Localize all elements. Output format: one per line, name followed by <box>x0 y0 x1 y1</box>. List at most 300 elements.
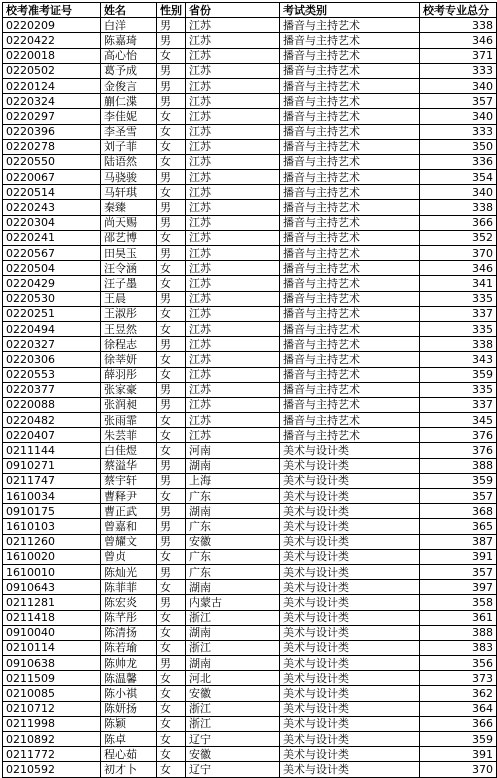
exam-category-cell: 播音与主持艺术 <box>280 18 420 33</box>
header-total-score: 校考专业总分 <box>420 3 497 18</box>
table-row <box>3 139 497 154</box>
table-row <box>3 170 497 185</box>
exam-category-cell: 播音与主持艺术 <box>280 94 420 109</box>
total-score-cell: 340 <box>420 109 497 124</box>
exam-category-cell: 美术与设计类 <box>280 489 420 504</box>
exam-id-cell: 0220018 <box>3 48 101 63</box>
name-cell: 薛羽彤 <box>101 367 157 382</box>
province-cell: 江苏 <box>186 200 280 215</box>
header-name: 姓名 <box>101 3 157 18</box>
exam-id-cell: 0220377 <box>3 382 101 397</box>
gender-cell: 女 <box>157 352 186 367</box>
exam-id-cell: 0910271 <box>3 458 101 473</box>
gender-cell: 女 <box>157 443 186 458</box>
exam-id-cell: 1610034 <box>3 489 101 504</box>
name-cell: 汪子墨 <box>101 276 157 291</box>
name-cell: 邵艺博 <box>101 230 157 245</box>
table-row <box>3 94 497 109</box>
table-row <box>3 48 497 63</box>
exam-id-cell: 1610103 <box>3 519 101 534</box>
gender-cell: 男 <box>157 337 186 352</box>
name-cell: 徐莘妍 <box>101 352 157 367</box>
total-score-cell: 346 <box>420 261 497 276</box>
province-cell: 江苏 <box>186 63 280 78</box>
name-cell: 陈颖 <box>101 716 157 731</box>
province-cell: 江苏 <box>186 261 280 276</box>
total-score-cell: 368 <box>420 504 497 519</box>
exam-category-cell: 播音与主持艺术 <box>280 48 420 63</box>
province-cell: 江苏 <box>186 230 280 245</box>
table-row <box>3 154 497 169</box>
exam-id-cell: 0220243 <box>3 200 101 215</box>
exam-id-cell: 0220482 <box>3 413 101 428</box>
header-gender: 性别 <box>157 3 186 18</box>
exam-id-cell: 0211747 <box>3 473 101 488</box>
name-cell: 陈卓 <box>101 732 157 747</box>
exam-id-cell: 0211509 <box>3 671 101 686</box>
table-row <box>3 716 497 731</box>
gender-cell: 女 <box>157 625 186 640</box>
exam-category-cell: 播音与主持艺术 <box>280 382 420 397</box>
table-row <box>3 215 497 230</box>
table-row <box>3 701 497 716</box>
exam-id-cell: 0910638 <box>3 656 101 671</box>
table-row <box>3 656 497 671</box>
province-cell: 浙江 <box>186 640 280 655</box>
total-score-cell: 333 <box>420 63 497 78</box>
table-row <box>3 78 497 93</box>
table-row <box>3 185 497 200</box>
name-cell: 初才卜 <box>101 762 157 777</box>
gender-cell: 男 <box>157 504 186 519</box>
exam-id-cell: 0210892 <box>3 732 101 747</box>
gender-cell: 女 <box>157 109 186 124</box>
exam-category-cell: 播音与主持艺术 <box>280 261 420 276</box>
exam-id-cell: 0220209 <box>3 18 101 33</box>
province-cell: 河南 <box>186 443 280 458</box>
province-cell: 广东 <box>186 564 280 579</box>
table-row <box>3 686 497 701</box>
exam-id-cell: 0220067 <box>3 170 101 185</box>
exam-category-cell: 播音与主持艺术 <box>280 200 420 215</box>
exam-category-cell: 美术与设计类 <box>280 625 420 640</box>
header-exam-id: 校考准考证号 <box>3 3 101 18</box>
name-cell: 蔡溢华 <box>101 458 157 473</box>
gender-cell: 男 <box>157 215 186 230</box>
province-cell: 江苏 <box>186 246 280 261</box>
exam-id-cell: 0210592 <box>3 762 101 777</box>
total-score-cell: 391 <box>420 747 497 762</box>
exam-id-cell: 0220429 <box>3 276 101 291</box>
header-row <box>3 3 497 18</box>
table-row <box>3 625 497 640</box>
gender-cell: 男 <box>157 63 186 78</box>
total-score-cell: 370 <box>420 246 497 261</box>
gender-cell: 女 <box>157 489 186 504</box>
table-row <box>3 458 497 473</box>
total-score-cell: 337 <box>420 306 497 321</box>
gender-cell: 女 <box>157 732 186 747</box>
table-row <box>3 200 497 215</box>
province-cell: 河北 <box>186 671 280 686</box>
gender-cell: 男 <box>157 595 186 610</box>
exam-id-cell: 0220124 <box>3 78 101 93</box>
table-row <box>3 306 497 321</box>
table-row <box>3 337 497 352</box>
total-score-cell: 356 <box>420 656 497 671</box>
table-row <box>3 63 497 78</box>
province-cell: 辽宁 <box>186 732 280 747</box>
province-cell: 广东 <box>186 519 280 534</box>
exam-id-cell: 0220327 <box>3 337 101 352</box>
province-cell: 浙江 <box>186 716 280 731</box>
total-score-cell: 391 <box>420 549 497 564</box>
province-cell: 江苏 <box>186 109 280 124</box>
name-cell: 李佳妮 <box>101 109 157 124</box>
exam-category-cell: 播音与主持艺术 <box>280 139 420 154</box>
exam-category-cell: 播音与主持艺术 <box>280 63 420 78</box>
exam-category-cell: 美术与设计类 <box>280 504 420 519</box>
total-score-cell: 366 <box>420 215 497 230</box>
name-cell: 陈小祺 <box>101 686 157 701</box>
exam-category-cell: 美术与设计类 <box>280 656 420 671</box>
name-cell: 李圣雪 <box>101 124 157 139</box>
total-score-cell: 397 <box>420 580 497 595</box>
name-cell: 陈嘉琦 <box>101 33 157 48</box>
name-cell: 张雨霏 <box>101 413 157 428</box>
total-score-cell: 337 <box>420 397 497 412</box>
province-cell: 江苏 <box>186 48 280 63</box>
table-row <box>3 549 497 564</box>
gender-cell: 女 <box>157 549 186 564</box>
table-row <box>3 762 497 777</box>
exam-id-cell: 0910175 <box>3 504 101 519</box>
table-row <box>3 321 497 336</box>
exam-id-cell: 1610020 <box>3 549 101 564</box>
province-cell: 江苏 <box>186 367 280 382</box>
province-cell: 江苏 <box>186 185 280 200</box>
exam-category-cell: 美术与设计类 <box>280 443 420 458</box>
province-cell: 江苏 <box>186 306 280 321</box>
total-score-cell: 357 <box>420 564 497 579</box>
exam-id-cell: 0220396 <box>3 124 101 139</box>
gender-cell: 男 <box>157 458 186 473</box>
province-cell: 江苏 <box>186 413 280 428</box>
gender-cell: 女 <box>157 413 186 428</box>
province-cell: 江苏 <box>186 291 280 306</box>
total-score-cell: 357 <box>420 489 497 504</box>
exam-id-cell: 0220241 <box>3 230 101 245</box>
table-row <box>3 291 497 306</box>
province-cell: 安徽 <box>186 747 280 762</box>
table-row <box>3 397 497 412</box>
exam-category-cell: 播音与主持艺术 <box>280 185 420 200</box>
exam-category-cell: 播音与主持艺术 <box>280 291 420 306</box>
gender-cell: 女 <box>157 48 186 63</box>
exam-id-cell: 0220324 <box>3 94 101 109</box>
table-row <box>3 747 497 762</box>
exam-category-cell: 美术与设计类 <box>280 564 420 579</box>
exam-category-cell: 美术与设计类 <box>280 701 420 716</box>
province-cell: 内蒙古 <box>186 595 280 610</box>
gender-cell: 女 <box>157 686 186 701</box>
gender-cell: 男 <box>157 246 186 261</box>
total-score-cell: 365 <box>420 519 497 534</box>
name-cell: 曾耀文 <box>101 534 157 549</box>
name-cell: 陈宏炎 <box>101 595 157 610</box>
name-cell: 徐程志 <box>101 337 157 352</box>
exam-category-cell: 播音与主持艺术 <box>280 306 420 321</box>
exam-id-cell: 0220297 <box>3 109 101 124</box>
exam-category-cell: 播音与主持艺术 <box>280 109 420 124</box>
table-row <box>3 276 497 291</box>
total-score-cell: 336 <box>420 154 497 169</box>
exam-category-cell: 播音与主持艺术 <box>280 246 420 261</box>
exam-category-cell: 美术与设计类 <box>280 458 420 473</box>
name-cell: 尚天赐 <box>101 215 157 230</box>
exam-category-cell: 美术与设计类 <box>280 762 420 777</box>
total-score-cell: 376 <box>420 443 497 458</box>
total-score-cell: 346 <box>420 33 497 48</box>
exam-category-cell: 播音与主持艺术 <box>280 33 420 48</box>
exam-category-cell: 美术与设计类 <box>280 732 420 747</box>
exam-id-cell: 0220494 <box>3 321 101 336</box>
total-score-cell: 335 <box>420 382 497 397</box>
exam-category-cell: 美术与设计类 <box>280 549 420 564</box>
exam-category-cell: 美术与设计类 <box>280 671 420 686</box>
exam-category-cell: 美术与设计类 <box>280 595 420 610</box>
total-score-cell: 340 <box>420 185 497 200</box>
exam-category-cell: 播音与主持艺术 <box>280 337 420 352</box>
table-row <box>3 595 497 610</box>
total-score-cell: 338 <box>420 200 497 215</box>
total-score-cell: 387 <box>420 534 497 549</box>
exam-id-cell: 0211281 <box>3 595 101 610</box>
table-row <box>3 580 497 595</box>
table-row <box>3 33 497 48</box>
province-cell: 江苏 <box>186 321 280 336</box>
gender-cell: 女 <box>157 671 186 686</box>
exam-id-cell: 0210114 <box>3 640 101 655</box>
gender-cell: 女 <box>157 367 186 382</box>
province-cell: 安徽 <box>186 534 280 549</box>
table-row <box>3 671 497 686</box>
province-cell: 江苏 <box>186 215 280 230</box>
name-cell: 曾贞 <box>101 549 157 564</box>
name-cell: 王晨 <box>101 291 157 306</box>
exam-id-cell: 0220251 <box>3 306 101 321</box>
exam-id-cell: 0220088 <box>3 397 101 412</box>
gender-cell: 女 <box>157 580 186 595</box>
table-row <box>3 109 497 124</box>
exam-category-cell: 播音与主持艺术 <box>280 428 420 443</box>
table-row <box>3 352 497 367</box>
province-cell: 江苏 <box>186 124 280 139</box>
province-cell: 江苏 <box>186 382 280 397</box>
name-cell: 曹正武 <box>101 504 157 519</box>
total-score-cell: 370 <box>420 762 497 777</box>
total-score-cell: 364 <box>420 701 497 716</box>
table-row <box>3 230 497 245</box>
name-cell: 蔡宇轩 <box>101 473 157 488</box>
table-row <box>3 382 497 397</box>
total-score-cell: 376 <box>420 428 497 443</box>
table-row <box>3 261 497 276</box>
score-table <box>2 2 497 778</box>
exam-id-cell: 0910643 <box>3 580 101 595</box>
province-cell: 辽宁 <box>186 762 280 777</box>
gender-cell: 女 <box>157 230 186 245</box>
table-row <box>3 640 497 655</box>
province-cell: 江苏 <box>186 428 280 443</box>
name-cell: 马轩琪 <box>101 185 157 200</box>
province-cell: 湖南 <box>186 504 280 519</box>
province-cell: 湖南 <box>186 580 280 595</box>
total-score-cell: 366 <box>420 716 497 731</box>
name-cell: 秦臻 <box>101 200 157 215</box>
gender-cell: 男 <box>157 78 186 93</box>
name-cell: 陆语然 <box>101 154 157 169</box>
gender-cell: 男 <box>157 382 186 397</box>
province-cell: 江苏 <box>186 33 280 48</box>
table-row <box>3 473 497 488</box>
exam-id-cell: 0220504 <box>3 261 101 276</box>
total-score-cell: 338 <box>420 337 497 352</box>
exam-id-cell: 0220502 <box>3 63 101 78</box>
gender-cell: 女 <box>157 139 186 154</box>
exam-id-cell: 0220567 <box>3 246 101 261</box>
exam-id-cell: 0210712 <box>3 701 101 716</box>
gender-cell: 男 <box>157 94 186 109</box>
exam-category-cell: 播音与主持艺术 <box>280 352 420 367</box>
name-cell: 高心怡 <box>101 48 157 63</box>
table-row <box>3 428 497 443</box>
total-score-cell: 358 <box>420 595 497 610</box>
exam-category-cell: 播音与主持艺术 <box>280 124 420 139</box>
province-cell: 江苏 <box>186 170 280 185</box>
total-score-cell: 359 <box>420 732 497 747</box>
exam-category-cell: 播音与主持艺术 <box>280 170 420 185</box>
exam-category-cell: 播音与主持艺术 <box>280 397 420 412</box>
table-row <box>3 413 497 428</box>
total-score-cell: 388 <box>420 458 497 473</box>
name-cell: 曹释尹 <box>101 489 157 504</box>
total-score-cell: 361 <box>420 610 497 625</box>
exam-category-cell: 播音与主持艺术 <box>280 367 420 382</box>
total-score-cell: 335 <box>420 291 497 306</box>
exam-category-cell: 播音与主持艺术 <box>280 413 420 428</box>
name-cell: 金俊言 <box>101 78 157 93</box>
exam-category-cell: 美术与设计类 <box>280 716 420 731</box>
total-score-cell: 373 <box>420 671 497 686</box>
table-row <box>3 610 497 625</box>
gender-cell: 女 <box>157 716 186 731</box>
gender-cell: 女 <box>157 154 186 169</box>
total-score-cell: 354 <box>420 170 497 185</box>
exam-category-cell: 播音与主持艺术 <box>280 321 420 336</box>
gender-cell: 男 <box>157 534 186 549</box>
gender-cell: 女 <box>157 185 186 200</box>
province-cell: 江苏 <box>186 397 280 412</box>
name-cell: 田昊玉 <box>101 246 157 261</box>
gender-cell: 女 <box>157 428 186 443</box>
total-score-cell: 383 <box>420 640 497 655</box>
province-cell: 广东 <box>186 489 280 504</box>
exam-category-cell: 播音与主持艺术 <box>280 276 420 291</box>
name-cell: 王淑彤 <box>101 306 157 321</box>
name-cell: 马骁骏 <box>101 170 157 185</box>
gender-cell: 男 <box>157 656 186 671</box>
header-province: 省份 <box>186 3 280 18</box>
total-score-cell: 359 <box>420 473 497 488</box>
exam-category-cell: 美术与设计类 <box>280 610 420 625</box>
table-row <box>3 124 497 139</box>
name-cell: 葛予成 <box>101 63 157 78</box>
table-row <box>3 443 497 458</box>
exam-id-cell: 0220530 <box>3 291 101 306</box>
exam-id-cell: 0211998 <box>3 716 101 731</box>
gender-cell: 男 <box>157 564 186 579</box>
name-cell: 蒯仁渫 <box>101 94 157 109</box>
name-cell: 王昱然 <box>101 321 157 336</box>
gender-cell: 女 <box>157 261 186 276</box>
total-score-cell: 343 <box>420 352 497 367</box>
table-row <box>3 564 497 579</box>
exam-id-cell: 0220550 <box>3 154 101 169</box>
exam-category-cell: 美术与设计类 <box>280 747 420 762</box>
gender-cell: 男 <box>157 473 186 488</box>
gender-cell: 男 <box>157 291 186 306</box>
name-cell: 陈清扬 <box>101 625 157 640</box>
name-cell: 朱芸菲 <box>101 428 157 443</box>
name-cell: 白佳煜 <box>101 443 157 458</box>
total-score-cell: 357 <box>420 94 497 109</box>
name-cell: 张家豪 <box>101 382 157 397</box>
gender-cell: 男 <box>157 519 186 534</box>
province-cell: 湖南 <box>186 458 280 473</box>
name-cell: 陈温馨 <box>101 671 157 686</box>
province-cell: 江苏 <box>186 352 280 367</box>
total-score-cell: 371 <box>420 48 497 63</box>
gender-cell: 男 <box>157 200 186 215</box>
name-cell: 白洋 <box>101 18 157 33</box>
total-score-cell: 350 <box>420 139 497 154</box>
name-cell: 程心茹 <box>101 747 157 762</box>
name-cell: 陈菲菲 <box>101 580 157 595</box>
name-cell: 陈芊彤 <box>101 610 157 625</box>
gender-cell: 女 <box>157 640 186 655</box>
name-cell: 曾嘉和 <box>101 519 157 534</box>
exam-id-cell: 0211260 <box>3 534 101 549</box>
gender-cell: 女 <box>157 747 186 762</box>
table-row <box>3 504 497 519</box>
gender-cell: 女 <box>157 762 186 777</box>
total-score-cell: 388 <box>420 625 497 640</box>
total-score-cell: 333 <box>420 124 497 139</box>
exam-id-cell: 0220304 <box>3 215 101 230</box>
exam-category-cell: 美术与设计类 <box>280 473 420 488</box>
province-cell: 江苏 <box>186 18 280 33</box>
total-score-cell: 338 <box>420 18 497 33</box>
exam-id-cell: 0220514 <box>3 185 101 200</box>
total-score-cell: 352 <box>420 230 497 245</box>
gender-cell: 女 <box>157 321 186 336</box>
table-row <box>3 519 497 534</box>
exam-id-cell: 0220553 <box>3 367 101 382</box>
total-score-cell: 359 <box>420 367 497 382</box>
exam-category-cell: 播音与主持艺术 <box>280 230 420 245</box>
total-score-cell: 335 <box>420 321 497 336</box>
